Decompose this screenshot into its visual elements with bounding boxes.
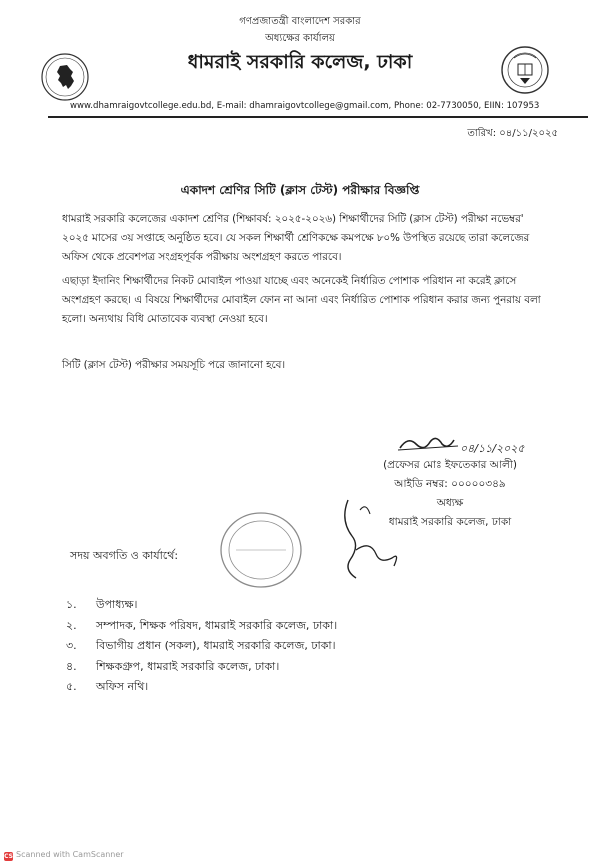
issue-date: তারিখ: ০৪/১১/২০২৫: [467, 128, 558, 139]
signature-date: ০৪/১১/২০২৫: [460, 442, 525, 455]
contact-line: www.dhamraigovtcollege.edu.bd, E-mail: dhamraigovtcollege@gmail.com, Phone: 02-7730050, EIIN: 107953: [70, 101, 540, 111]
signatory-institution: ধামরাই সরকারি কলেজ, ঢাকা: [388, 516, 512, 528]
distribution-list: [66, 596, 337, 699]
camscanner-watermark: CS Scanned with CamScanner: [4, 850, 124, 860]
list-item: ৪. শিক্ষকগ্রুপ, ধামরাই সরকারি কলেজ, ঢাকা।: [66, 659, 280, 673]
notice-paragraph-2: এছাড়া ইদানিং শিক্ষার্থীদের নিকট মোবাইল পাওয়া যাচ্ছে এবং অনেকেই নির্ধারিত পোশাক পরিধান না করেই ক্লাসে অংশগ্রহণ করছে। এ বিষয়ে শিক্ষার্থীদের মোবাইল ফোন না আনা এবং নির্ধারিত পোশাক পরিধান করার জন্য পুনরায় বলা হলো। অন্যথায় বিধি মোতাবেক ব্যবস্থা নেওয়া হবে।: [62, 275, 541, 325]
notice-title: একাদশ শ্রেণির সিটি (ক্লাস টেস্ট) পরীক্ষার বিজ্ঞপ্তি: [180, 183, 420, 197]
signatory-name: (প্রফেসর মোঃ ইফতেকার আলী): [383, 459, 517, 471]
list-item: ২. সম্পাদক, শিক্ষক পরিষদ, ধামরাই সরকারি কলেজ, ঢাকা।: [66, 618, 338, 632]
official-seal-stamp-icon: [218, 510, 304, 590]
college-title: ধামরাই সরকারি কলেজ, ঢাকা: [187, 51, 413, 73]
list-item: ১. উপাধ্যক্ষ।: [66, 598, 138, 611]
header-divider: [48, 116, 588, 118]
signatory-designation: অধ্যক্ষ: [436, 497, 464, 509]
list-item: ৫. অফিস নথি।: [66, 680, 149, 693]
office-name: অধ্যক্ষের কার্যালয়: [265, 33, 335, 44]
notice-paragraph-3: সিটি (ক্লাস টেস্ট) পরীক্ষার সময়সূচি পরে জানানো হবে।: [62, 359, 286, 371]
government-name: গণপ্রজাতন্ত্রী বাংলাদেশ সরকার: [239, 16, 361, 27]
distribution-heading: সদয় অবগতি ও কার্যার্থে:: [70, 549, 179, 562]
notice-paragraph-1: ধামরাই সরকারি কলেজের একাদশ শ্রেণির (শিক্ষাবর্ষ: ২০২৫-২০২৬) শিক্ষার্থীদের সিটি (ক্লাস টেস্ট) পরীক্ষা নভেম্বর' ২০২৫ মাসের ৩য় সপ্তাহে অনুষ্ঠিত হবে। যে সকল শিক্ষার্থী শ্রেণিকক্ষে কমপক্ষে ৮০% উপস্থিত রয়েছে তারা কলেজের অফিস থেকে প্রবেশপত্র সংগ্রহপূর্বক পরীক্ষায় অংশগ্রহণ করতে পারবে।: [62, 213, 530, 263]
initials-signature-icon: [330, 490, 410, 588]
list-item: ৩. বিভাগীয় প্রধান (সকল), ধামরাই সরকারি কলেজ, ঢাকা।: [66, 639, 336, 652]
camscanner-logo-icon: CS: [4, 853, 13, 860]
signatory-id: আইডি নম্বর: ০০০০০৩৪৯: [394, 478, 506, 490]
